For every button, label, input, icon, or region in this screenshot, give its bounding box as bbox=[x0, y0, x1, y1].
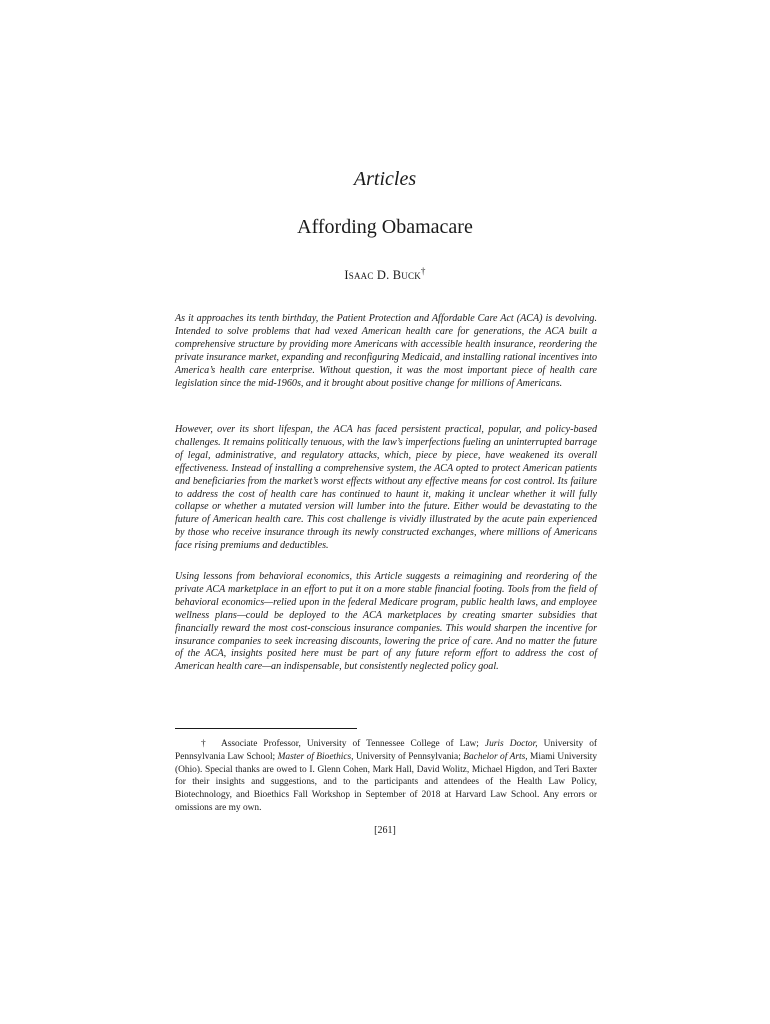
footnote bbox=[175, 738, 597, 815]
abstract-paragraph-1 bbox=[175, 313, 597, 390]
footnote-degree-1: Juris Doctor, bbox=[484, 739, 538, 749]
footnote-thanks: Miami University (Ohio). Special thanks are owed to I. Glenn Cohen, Mark Hall, David Wolitz, Michael Higdon, and Teri Baxter for their insights and suggestions, and to the participants and attendees of the Health Law Policy, Biotechnology, and Bioethics Fall Workshop in September of 2018 at Harvard Law School. Any errors or omissions are my own. bbox=[175, 751, 598, 813]
footnote-divider bbox=[175, 728, 357, 729]
abstract-text: As it approaches its tenth birthday, the Patient Protection and Affordable Care Act (ACA) is devolving. Intended to solve problems that had vexed American health care for generations, the ACA built a comprehensive structure by providing more Americans with accessible health insurance, reordering the private insurance market, expanding and reconfiguring Medicaid, and installing rational incentives into America’s health care enterprise. Without question, it was the most important piece of health care legislation since the mid-1960s, and it brought about positive change for millions of Americans. bbox=[175, 313, 597, 389]
abstract-text: Using lessons from behavioral economics, this Article suggests a reimagining and reordering of the private ACA marketplace in an effort to put it on a more stable financial footing. Tools from the field of behavioral economics—relied upon in the federal Medicare program, public health laws, and employee wellness plans—could be deployed to the ACA marketplaces by creating smarter subsidies that financially reward the most cost-conscious insurance companies. This would sharpen the incentive for insurance companies to seek increasing discounts, lowering the price of care. And no matter the future of the ACA, insights posited here must be part of any future reform effort to address the cost of American health care—an indispensable, but consistently neglected policy goal. bbox=[175, 571, 597, 673]
author-footnote-mark: † bbox=[420, 266, 426, 276]
page-number: [261] bbox=[374, 825, 396, 836]
author-name: Isaac D. Buck bbox=[344, 268, 421, 283]
footnote-degree-3: Bachelor of Arts, bbox=[463, 751, 528, 762]
author-line bbox=[0, 266, 770, 283]
footnote-school-2: University of Pennsylvania; bbox=[355, 751, 461, 762]
abstract-paragraph-3 bbox=[175, 571, 597, 674]
article-title: Affording Obamacare bbox=[297, 216, 473, 238]
abstract-paragraph-2 bbox=[175, 424, 597, 553]
footnote-position: Associate Professor, University of Tennessee College of Law; bbox=[220, 739, 479, 749]
abstract-text: However, over its short lifespan, the ACA has faced persistent practical, popular, and policy-based challenges. It remains politically tenuous, with the law’s imperfections fueling an uninterrupted barrage of legal, administrative, and regulatory attacks, which, piece by piece, have weakened its overall effectiveness. Instead of installing a comprehensive system, the ACA opted to protect American patients and beneficiaries from the market’s worst effects without any effective means for cost control. Its failure to address the cost of health care has continued to haunt it, making it unclear whether it will fully collapse or whether a mutated version will lumber into the future. Either would be devastating to the future of American health care. This cost challenge is vividly illustrated by the acute pain experienced by those who receive insurance through its newly constructed exchanges, where millions of Americans face rising premiums and deductibles. bbox=[175, 424, 597, 552]
footnote-school-1: University of Pennsylvania Law School; bbox=[175, 739, 598, 762]
footnote-degree-2: Master of Bioethics, bbox=[277, 751, 354, 762]
footnote-text bbox=[175, 738, 597, 815]
footnote-mark: † bbox=[201, 739, 210, 749]
section-label: Articles bbox=[353, 168, 417, 190]
